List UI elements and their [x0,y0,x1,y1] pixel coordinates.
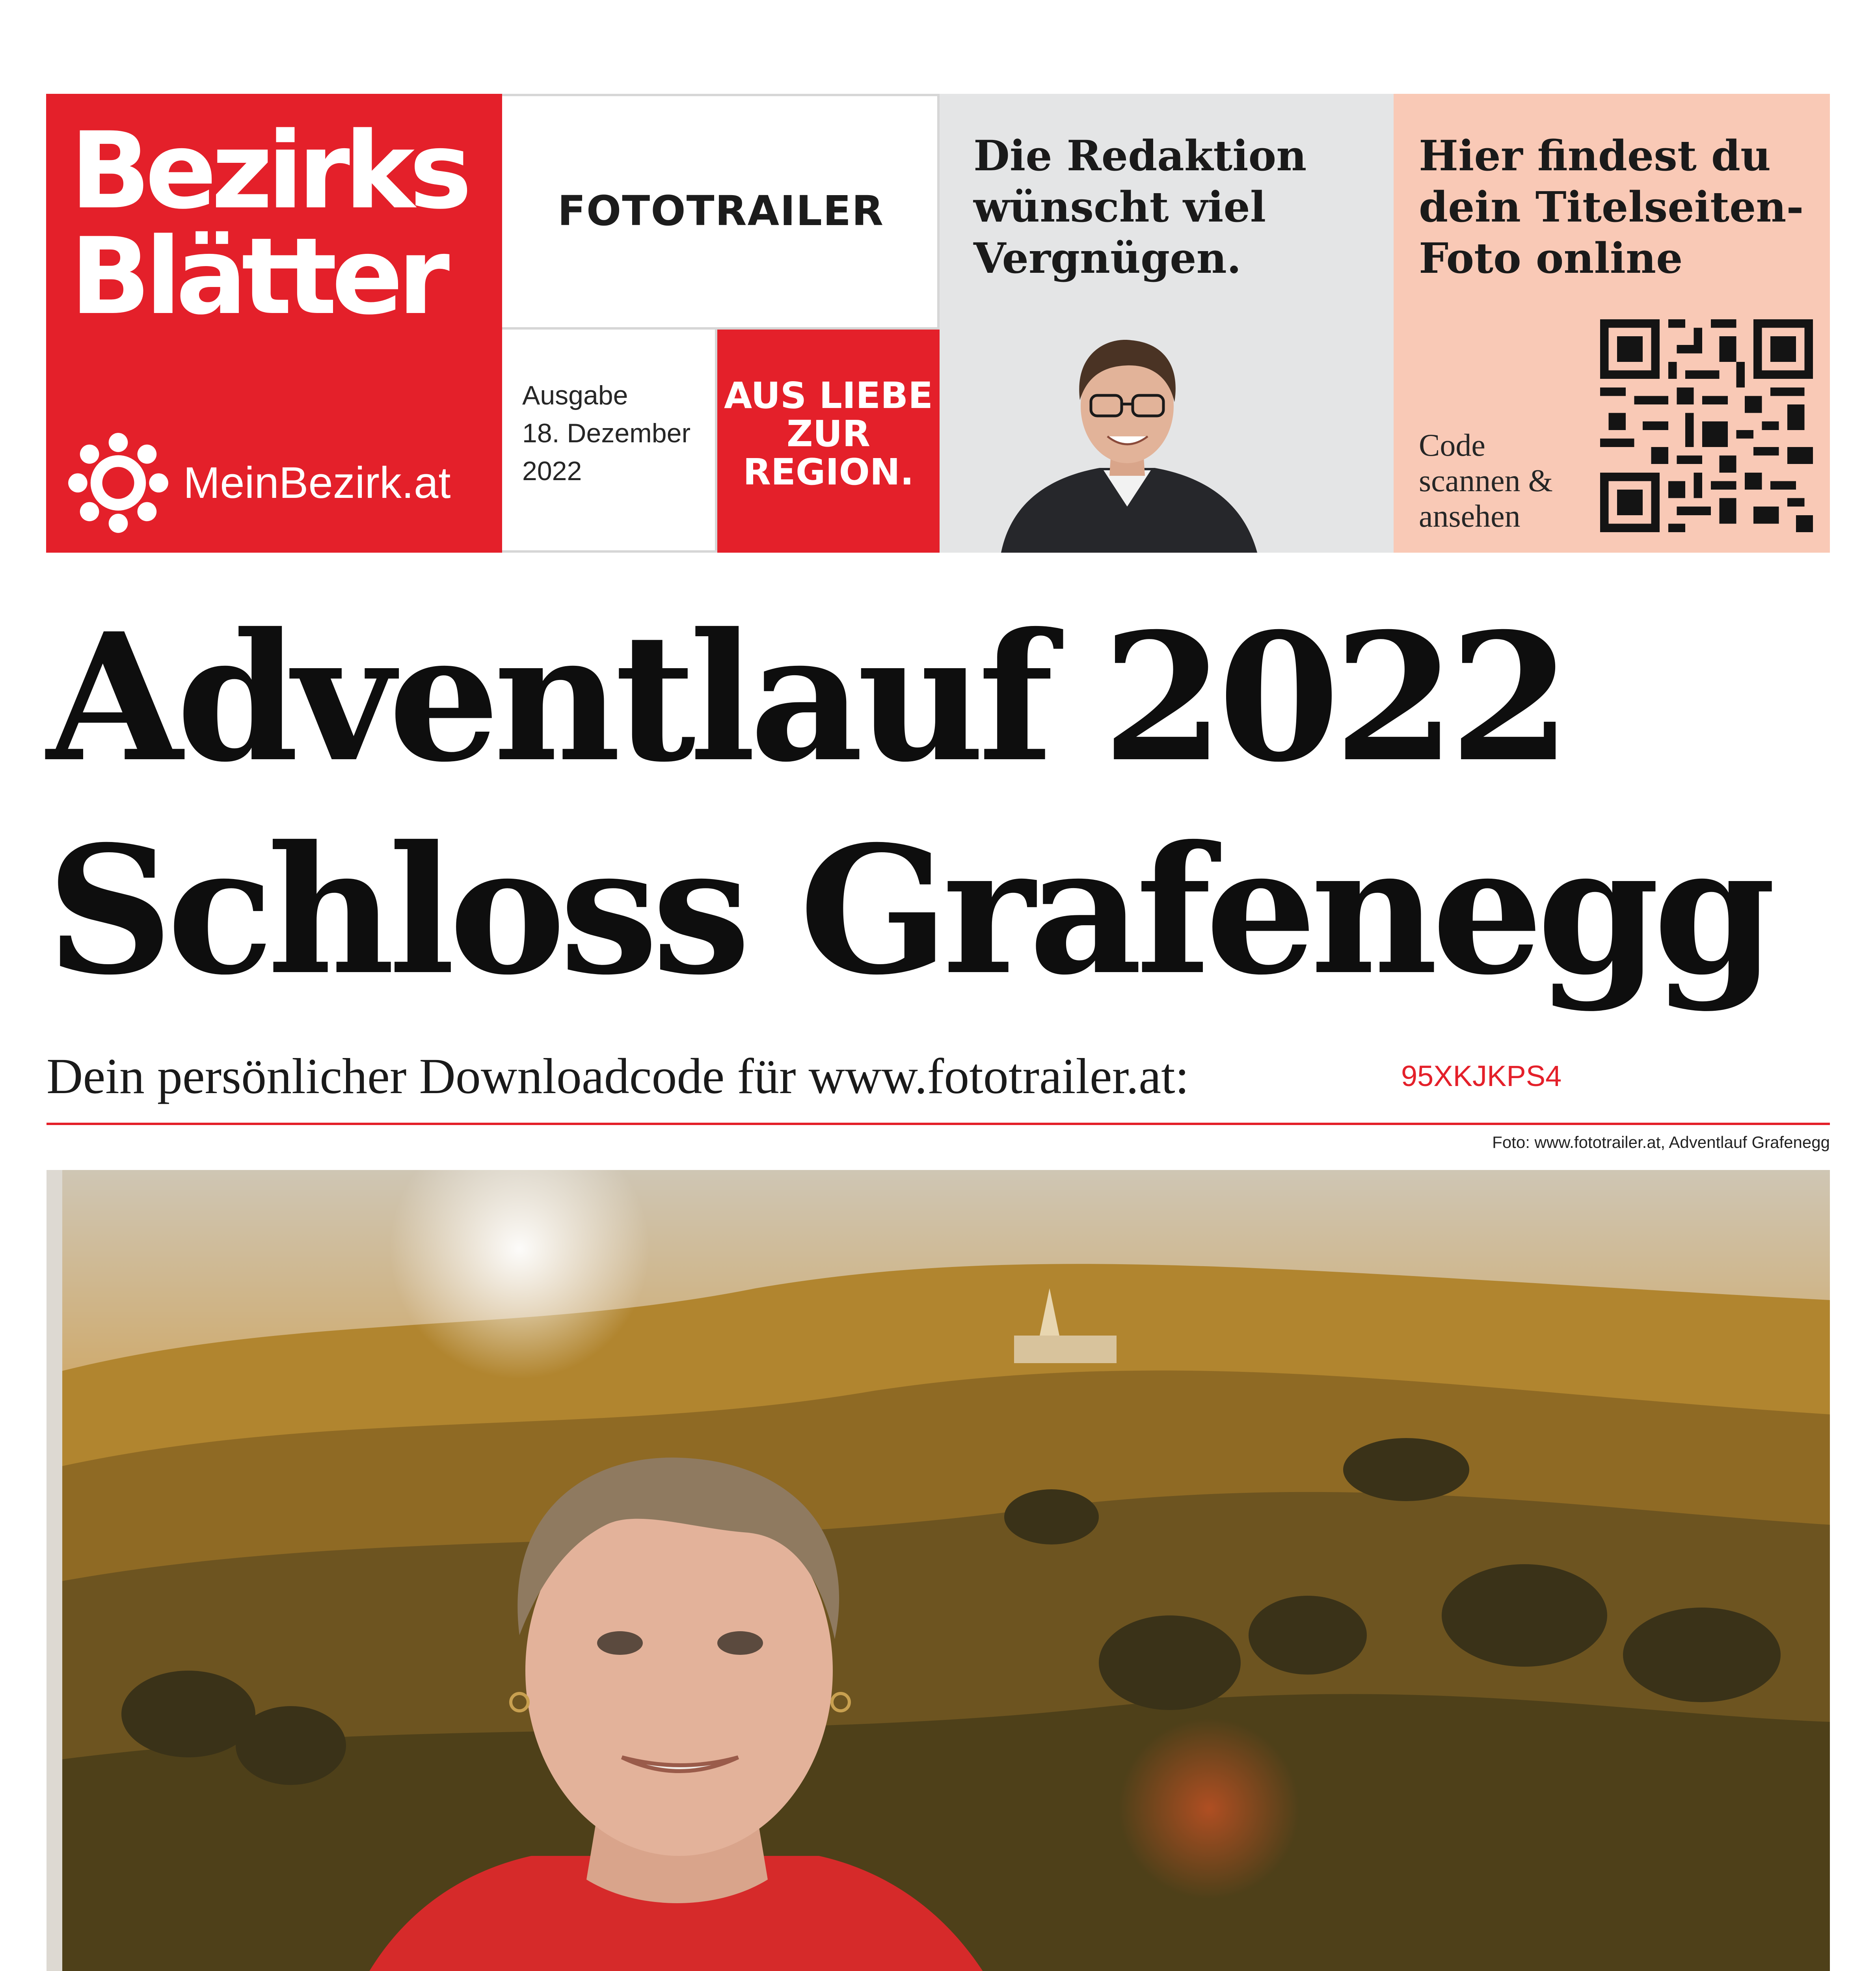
meinbezirk-logo-icon [65,430,171,536]
slogan: AUS LIEBE ZUR REGION. [724,374,933,493]
photo-credit: Foto: www.fototrailer.at, Adventlauf Grafenegg [1492,1133,1830,1151]
brand-name: Bezirks Blätter [70,110,467,338]
issue-date: 18. Dezember [522,418,691,448]
divider [47,1123,1830,1125]
editor-message: Die Redaktion wünscht viel Vergnügen. [973,131,1307,283]
issue-info [522,376,711,490]
headline-line2: Schloss Grafenegg [47,807,1770,1013]
download-code: 95XKJKPS4 [1401,1060,1562,1092]
issue-year: 2022 [522,456,582,486]
qr-title: Hier findest du dein Titelseiten-Foto online [1419,131,1804,283]
download-text: Dein persönlicher Downloadcode für www.fototrailer.at: [47,1048,1189,1104]
qr-instruction: Code scannen & ansehen [1419,428,1553,534]
issue-label: Ausgabe [522,380,628,410]
qr-code[interactable] [1600,319,1813,532]
main-photo [47,1170,1830,1971]
editor-portrait [985,321,1269,553]
product-label: FOTOTRAILER [557,187,884,235]
brand-site: MeinBezirk.at [183,458,451,507]
headline [47,591,1844,1017]
headline-line1: Adventlauf 2022 [47,594,1565,801]
